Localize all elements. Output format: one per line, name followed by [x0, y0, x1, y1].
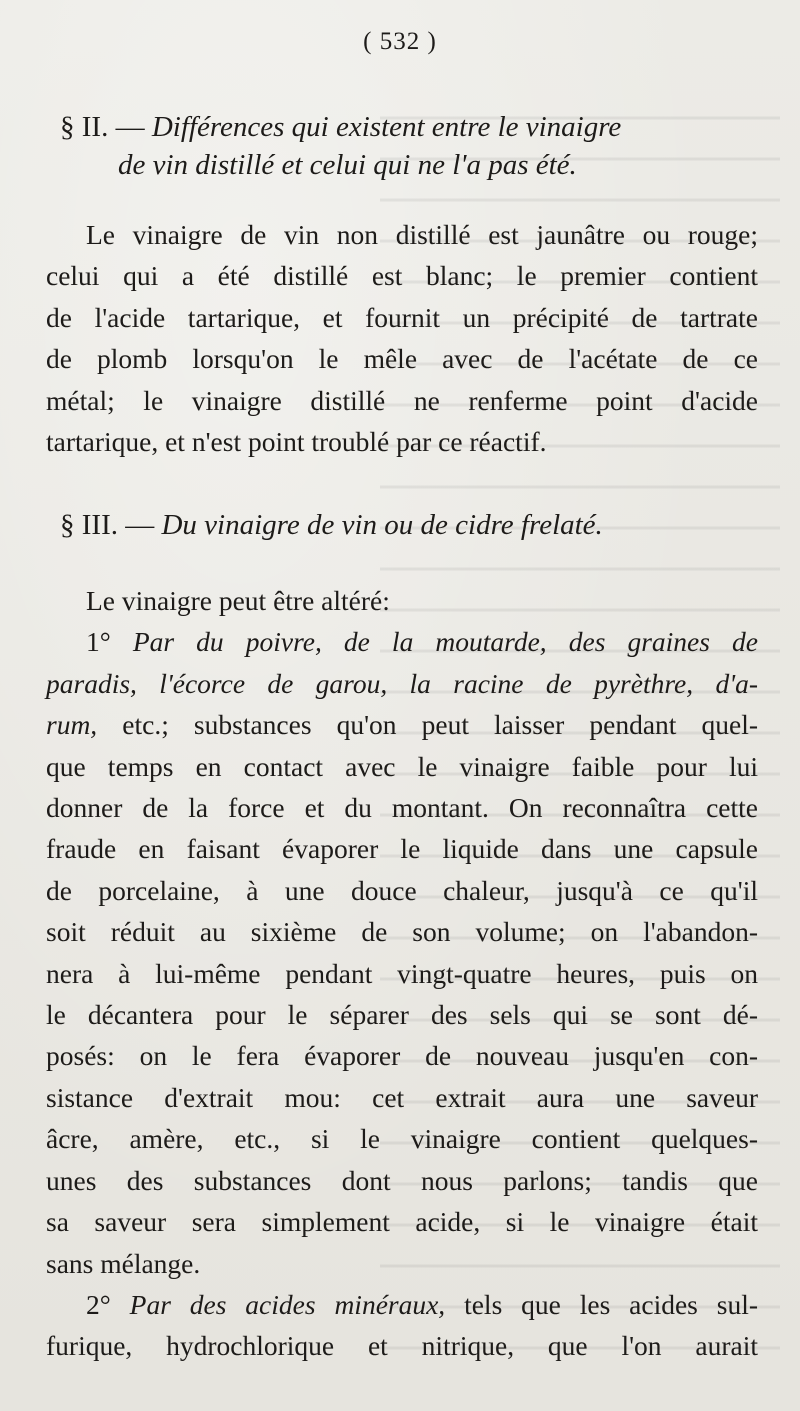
section-iii-heading	[60, 506, 760, 544]
paragraph-1	[46, 214, 758, 462]
section-iii-title: Du vinaigre de vin ou de cidre frelaté.	[161, 509, 603, 541]
section-ii-label: § II. —	[60, 111, 145, 143]
item-2-italic: Par des acides minéraux,	[129, 1288, 446, 1320]
paragraph-1-line: de plomb lorsqu'on le mêle avec de l'acétate de ce	[46, 343, 758, 375]
item-2-line2: furique, hydrochlorique et nitrique, que l'on aurait	[46, 1330, 758, 1362]
item-1-line3	[46, 704, 758, 745]
page-number: ( 532 )	[363, 28, 437, 55]
item-1-line: fraude en faisant évaporer le liquide dans une capsule	[46, 833, 758, 865]
item-2-line1	[46, 1284, 758, 1325]
item-1-italic-start: Par du poivre, de la moutarde, des graines de	[132, 626, 758, 658]
item-1-line: unes des substances dont nous parlons; tandis que	[46, 1164, 758, 1196]
item-1-line: sistance d'extrait mou: cet extrait aura une saveur	[46, 1081, 758, 1113]
paragraph-1-line: métal; le vinaigre distillé ne renferme point d'acide	[46, 384, 758, 416]
item-1-line1	[46, 621, 758, 662]
item-2-rest: tels que les acides sul-	[464, 1288, 759, 1320]
paragraph-2-intro: Le vinaigre peut être altéré:	[86, 585, 390, 616]
item-1-line: nera à lui-même pendant vingt-quatre heures, puis on	[46, 957, 758, 989]
section-iii-label: § III. —	[60, 509, 155, 541]
paragraph-1-line: tartarique, et n'est point troublé par ce réactif.	[46, 426, 547, 458]
section-ii-heading	[60, 108, 760, 184]
item-1-line: soit réduit au sixième de son volume; on l'abandon-	[46, 916, 758, 948]
section-ii-heading-line1	[60, 108, 760, 146]
item-2-number: 2°	[86, 1288, 111, 1320]
item-1-line3-italic: rum,	[46, 709, 98, 741]
section-ii-title-line1: Différences qui existent entre le vinaigre	[151, 111, 622, 143]
item-1-line3-rest: etc.; substances qu'on peut laisser pendant quel-	[122, 709, 758, 741]
section-iii-heading-line	[60, 506, 760, 544]
paragraph-1-line: celui qui a été distillé est blanc; le premier contient	[46, 260, 758, 292]
item-1-line: donner de la force et du montant. On reconnaîtra cette	[46, 792, 758, 824]
item-1-number: 1°	[86, 626, 111, 658]
section-ii-heading-line2	[60, 146, 760, 184]
item-1-line: sans mélange.	[46, 1247, 201, 1279]
item-1-line: le décantera pour le séparer des sels qui se sont dé-	[46, 999, 758, 1031]
paragraph-1-line: Le vinaigre de vin non distillé est jaunâtre ou rouge;	[86, 219, 758, 250]
paragraph-1-line: de l'acide tartarique, et fournit un précipité de tartrate	[46, 301, 758, 333]
item-1-line: âcre, amère, etc., si le vinaigre contient quelques-	[46, 1123, 758, 1155]
section-ii-title-line2: de vin distillé et celui qui ne l'a pas été.	[118, 149, 577, 181]
item-1-line2: paradis, l'écorce de garou, la racine de pyrèthre, d'a-	[46, 667, 758, 699]
item-1-line: que temps en contact avec le vinaigre faible pour lui	[46, 750, 758, 782]
item-1-line: sa saveur sera simplement acide, si le vinaigre était	[46, 1206, 758, 1238]
paragraph-2	[46, 580, 758, 1367]
item-1-line: posés: on le fera évaporer de nouveau jusqu'en con-	[46, 1040, 758, 1072]
item-1-line: de porcelaine, à une douce chaleur, jusqu'à ce qu'il	[46, 874, 758, 906]
